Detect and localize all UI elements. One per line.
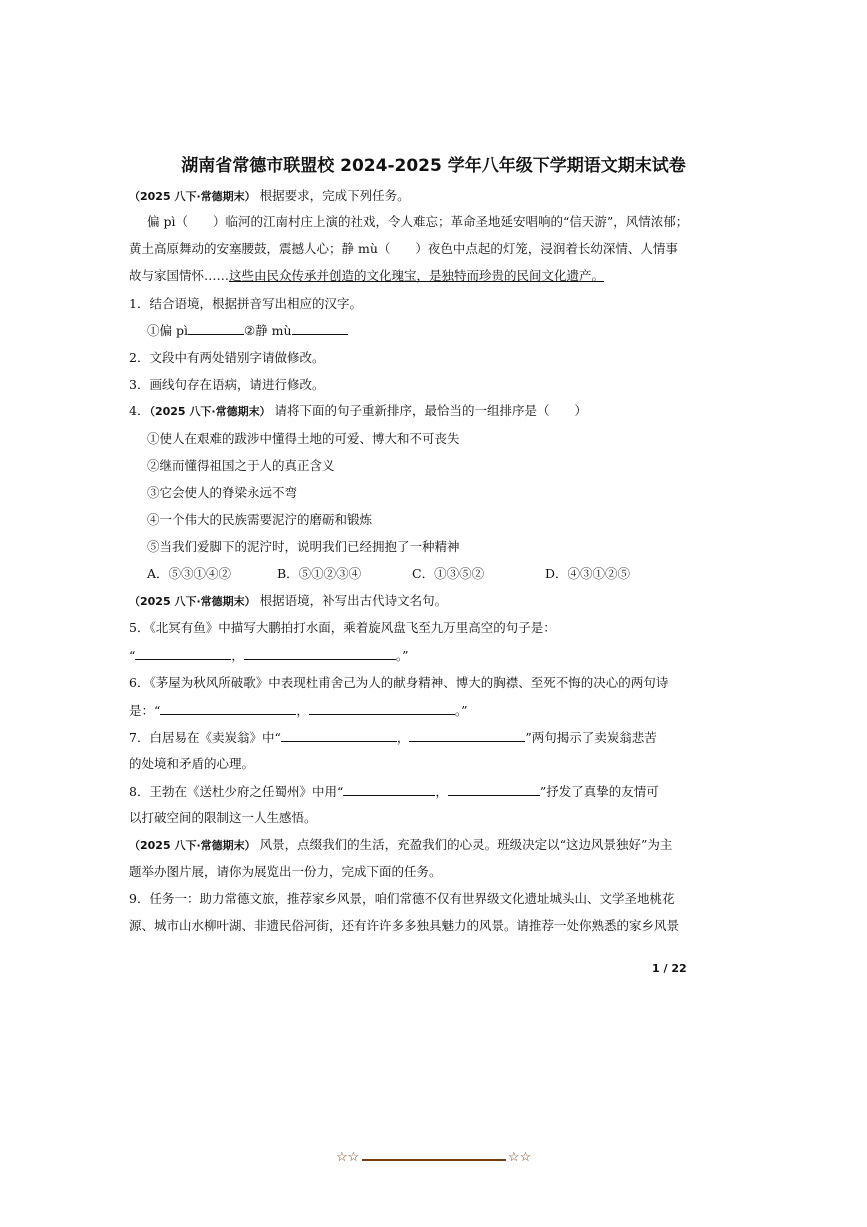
sentence-4: ④一个伟大的民族需要泥泞的磨砺和锻炼 xyxy=(147,512,373,527)
comma: ， xyxy=(231,648,244,663)
underlined-sentence: 这些由民众传承并创造的文化瑰宝，是独特而珍贵的民间文化遗产。 xyxy=(229,268,605,283)
passage-line-3 xyxy=(129,268,604,284)
answer-blank[interactable] xyxy=(160,702,296,715)
question-text: ”抒发了真挚的友情可 xyxy=(539,784,659,799)
question-6: 6．《茅屋为秋风所破歌》中表现杜甫舍己为人的献身精神、博大的胸襟、至死不悔的决心的两句诗 xyxy=(129,675,669,690)
question-4 xyxy=(129,403,587,420)
question-5: 5．《北冥有鱼》中描写大鹏拍打水面，乘着旋风盘飞至九万里高空的句子是： xyxy=(129,620,556,635)
section-intro-3 xyxy=(129,837,672,854)
sentence-2: ②继而懂得祖国之于人的真正含义 xyxy=(147,458,335,473)
question-1: 1．结合语境，根据拼音写出相应的汉字。 xyxy=(129,296,362,311)
answer-blank[interactable] xyxy=(292,322,348,335)
document-title: 湖南省常德市联盟校 2024-2025 学年八年级下学期语文期末试卷 xyxy=(181,156,686,176)
comma: ， xyxy=(396,730,410,745)
passage-line-2: 黄土高原舞动的安塞腰鼓，震撼人心；静 mù（ ）夜色中点起的灯笼，浸润着长幼深情、人情事 xyxy=(129,241,678,256)
question-7-cont: 的处境和矛盾的心理。 xyxy=(129,756,255,771)
close-quote: 。” xyxy=(454,703,468,718)
instruction-text: 根据要求，完成下列任务。 xyxy=(255,188,410,203)
answer-blank[interactable] xyxy=(281,729,397,742)
question-1-blanks xyxy=(147,322,348,339)
question-7 xyxy=(129,729,657,746)
comma: ， xyxy=(296,703,309,718)
passage-line-1: 偏 pì（ ）临河的江南村庄上演的社戏，令人难忘；革命圣地延安唱响的“信天游”，风情浓郁； xyxy=(147,214,689,229)
page-number: 1 / 22 xyxy=(652,962,687,975)
answer-blank[interactable] xyxy=(188,322,244,335)
question-9-line-1: 9．任务一：助力常德文旅，推荐家乡风景，咱们常德不仅有世界级文化遗址城头山、文学圣地桃花 xyxy=(129,891,675,906)
question-text: ”两句揭示了卖炭翁悲苦 xyxy=(525,730,657,745)
comma: ， xyxy=(435,784,448,799)
answer-blank[interactable] xyxy=(409,729,525,742)
option-b[interactable]: B．⑤①②③④ xyxy=(277,566,362,581)
lead-text: 是：“ xyxy=(129,703,161,718)
answer-blank[interactable] xyxy=(309,702,455,715)
open-quote: “ xyxy=(129,648,136,663)
footer-rule xyxy=(362,1159,506,1161)
question-text: 7．白居易在《卖炭翁》中“ xyxy=(129,730,281,745)
sentence-1: ①使人在艰难的跋涉中懂得土地的可爱、博大和不可丧失 xyxy=(147,431,460,446)
sentence-3: ③它会使人的脊梁永远不弯 xyxy=(147,485,298,500)
option-a[interactable]: A．⑤③①④② xyxy=(147,566,232,581)
answer-blank[interactable] xyxy=(343,783,435,796)
question-3: 3．画线句存在语病，请进行修改。 xyxy=(129,377,325,392)
sentence-5: ⑤当我们爱脚下的泥泞时，说明我们已经拥抱了一种精神 xyxy=(147,539,460,554)
source-tag: （2025 八下·常德期末） xyxy=(129,595,256,608)
source-tag: （2025 八下·常德期末） xyxy=(149,405,271,418)
close-quote: 。” xyxy=(395,648,409,663)
instruction-text: 根据语境，补写出古代诗文名句。 xyxy=(255,593,448,608)
question-2: 2．文段中有两处错别字请做修改。 xyxy=(129,350,325,365)
section-intro-1 xyxy=(129,188,410,205)
answer-blank[interactable] xyxy=(448,783,540,796)
answer-blank[interactable] xyxy=(244,647,396,660)
blank-label-2: ②静 mù xyxy=(243,323,292,338)
question-8-cont: 以打破空间的限制这一人生感悟。 xyxy=(129,810,317,825)
question-text: 请将下面的句子重新排序，最恰当的一组排序是（ ） xyxy=(270,403,588,418)
blank-label-1: ①偏 pì xyxy=(147,323,188,338)
source-tag: （2025 八下·常德期末） xyxy=(129,190,256,203)
option-c[interactable]: C．①③⑤② xyxy=(412,566,485,581)
section-intro-3-cont: 题举办图片展，请你为展览出一份力，完成下面的任务。 xyxy=(129,864,442,879)
passage-text: 故与家国情怀…… xyxy=(129,268,230,283)
star-icon: ☆☆ xyxy=(336,1150,360,1165)
question-number: 4． xyxy=(129,403,150,418)
question-5-blanks xyxy=(129,647,409,664)
question-9-line-2: 源、城市山水柳叶湖、非遗民俗河街，还有许许多多独具魅力的风景。请推荐一处你熟悉的家乡风景 xyxy=(129,918,680,933)
option-d[interactable]: D．④③①②⑤ xyxy=(545,566,631,581)
instruction-text: 风景，点缀我们的生活，充盈我们的心灵。班级决定以“这边风景独好”为主 xyxy=(255,837,673,852)
answer-blank[interactable] xyxy=(135,647,231,660)
question-6-blanks xyxy=(129,702,468,719)
question-text: 8．王勃在《送杜少府之任蜀州》中用“ xyxy=(129,784,344,799)
section-intro-2 xyxy=(129,593,447,610)
star-icon: ☆☆ xyxy=(508,1150,532,1165)
footer-ornament xyxy=(336,1150,532,1167)
question-8 xyxy=(129,783,659,800)
source-tag: （2025 八下·常德期末） xyxy=(129,839,256,852)
